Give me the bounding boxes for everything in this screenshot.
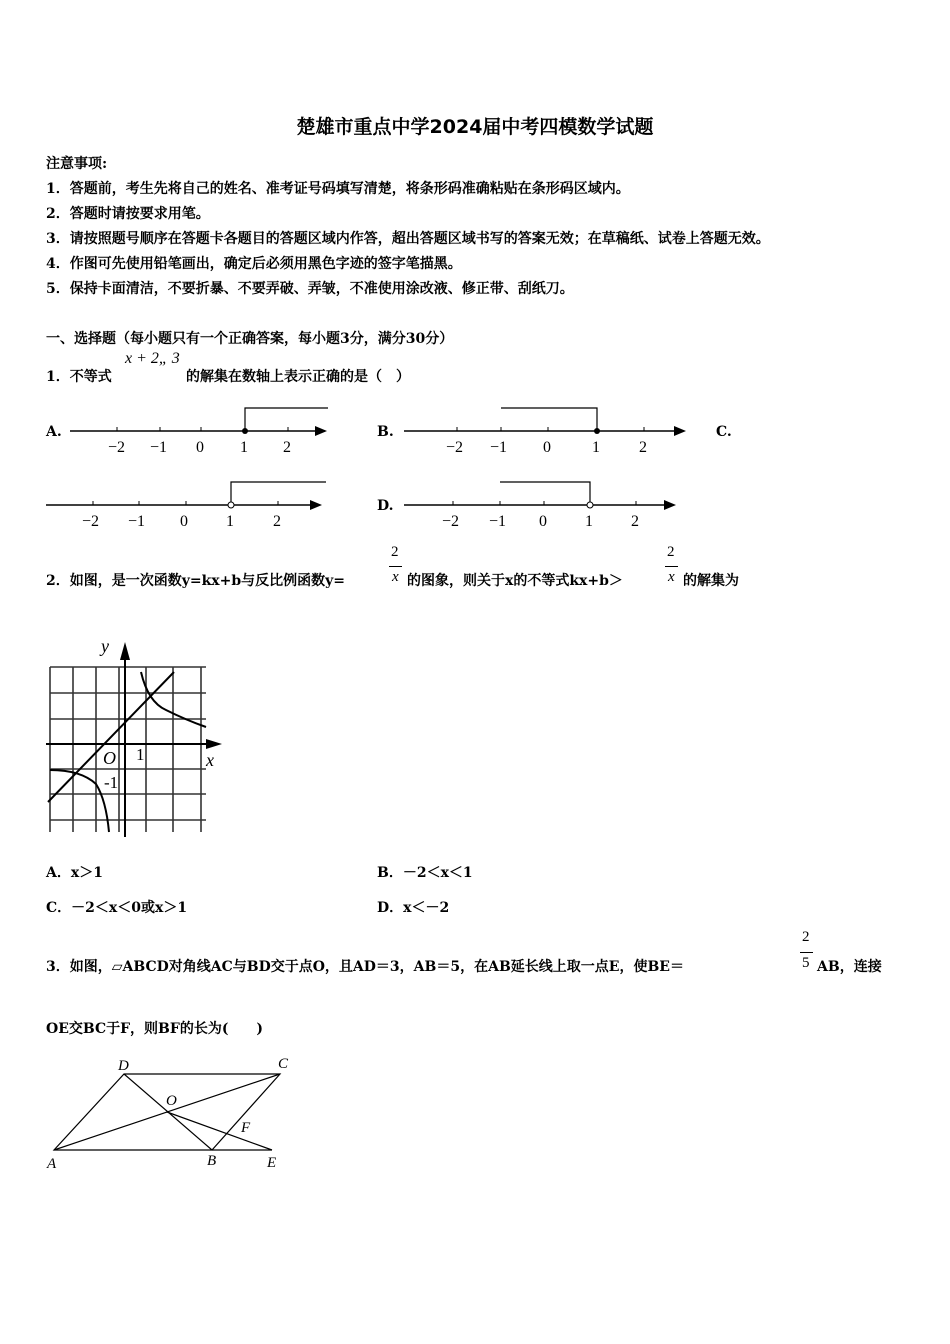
tick-label: 1	[592, 439, 600, 456]
q2-text-part1: 2．如图，是一次函数y=kx+b与反比例函数y=	[46, 573, 346, 589]
note-item: 5．保持卡面清洁，不要折暴、不要弄破、弄皱，不准使用涂改液、修正带、刮纸刀。	[46, 281, 574, 297]
q1-option-b-label[interactable]: B.	[377, 424, 394, 440]
tick-label: −2	[82, 513, 100, 530]
tick-label: 1	[585, 513, 593, 530]
q1-option-d-label[interactable]: D.	[377, 498, 394, 514]
point-d-label: D	[118, 1058, 129, 1074]
tick-label: −1	[489, 513, 507, 530]
tick-label: −2	[446, 439, 464, 456]
tick-label: −2	[108, 439, 126, 456]
q2-fraction-numerator: 2	[667, 544, 675, 560]
fraction-bar	[389, 566, 402, 567]
tick-neg-one-label: -1	[104, 773, 119, 792]
tick-label: 2	[639, 439, 647, 456]
fraction-bar	[800, 952, 813, 953]
tick-label: −1	[150, 439, 168, 456]
tick-label: 1	[240, 439, 248, 456]
q2-function-graph	[46, 632, 228, 840]
q2-option-a[interactable]: A．x＞1	[46, 865, 103, 881]
q3-parallelogram-figure	[44, 1050, 304, 1175]
q2-fraction-numerator: 2	[391, 544, 399, 560]
tick-label: 0	[180, 513, 188, 530]
q3-fraction-numerator: 2	[802, 929, 810, 945]
q3-text-line1-end: AB，连接	[817, 959, 882, 975]
tick-label: 0	[539, 513, 547, 530]
q1-option-a-label[interactable]: A.	[46, 424, 62, 440]
point-b-label: B	[207, 1153, 217, 1169]
y-axis-label: y	[101, 636, 109, 656]
point-c-label: C	[278, 1056, 289, 1072]
q1-option-c-label[interactable]: C.	[716, 424, 732, 440]
q2-fraction-denominator: x	[668, 569, 675, 585]
page-title: 楚雄市重点中学2024届中考四模数学试题	[296, 116, 654, 138]
q3-text-line2: OE交BC于F，则BF的长为( )	[46, 1021, 264, 1037]
point-f-label: F	[241, 1120, 251, 1136]
q2-option-d[interactable]: D．x＜－2	[377, 900, 450, 916]
q3-text-line1: 3．如图，▱ABCD对角线AC与BD交于点O，且AD＝3，AB＝5，在AB延长线上取一点E，使BE＝	[46, 959, 684, 975]
x-axis-label: x	[206, 750, 214, 770]
origin-label: O	[103, 748, 116, 768]
tick-label: −1	[128, 513, 146, 530]
point-o-label: O	[166, 1093, 177, 1109]
q1-prefix: 1．不等式	[46, 369, 112, 385]
q2-option-b[interactable]: B．－2＜x＜1	[377, 865, 473, 881]
section-heading: 一、选择题（每小题只有一个正确答案，每小题3分，满分30分）	[46, 331, 454, 347]
fraction-bar	[665, 566, 678, 567]
tick-label: 0	[543, 439, 551, 456]
q2-text-part2: 的图象，则关于x的不等式kx+b＞	[407, 573, 623, 589]
tick-label: −1	[490, 439, 508, 456]
q2-option-c[interactable]: C．－2＜x＜0或x＞1	[46, 900, 188, 916]
tick-label: 0	[196, 439, 204, 456]
q2-text-part3: 的解集为	[683, 573, 739, 589]
q1-formula: x + 2„ 3	[125, 350, 180, 367]
point-a-label: A	[47, 1156, 57, 1172]
notes-heading: 注意事项:	[46, 156, 108, 172]
note-item: 3．请按照题号顺序在答题卡各题目的答题区域内作答，超出答题区域书写的答案无效；在草稿纸、试卷上答题无效。	[46, 231, 770, 247]
q3-fraction-denominator: 5	[802, 955, 810, 971]
number-line-c	[46, 474, 336, 534]
point-e-label: E	[267, 1155, 277, 1171]
note-item: 2．答题时请按要求用笔。	[46, 206, 210, 222]
tick-label: 2	[283, 439, 291, 456]
number-line-b	[404, 400, 694, 460]
tick-one-label: 1	[136, 745, 145, 764]
tick-label: 2	[631, 513, 639, 530]
q1-suffix: 的解集在数轴上表示正确的是（ ）	[186, 369, 410, 385]
tick-label: 1	[226, 513, 234, 530]
q2-fraction-denominator: x	[392, 569, 399, 585]
note-item: 4．作图可先使用铅笔画出，确定后必须用黑色字迹的签字笔描黑。	[46, 256, 462, 272]
number-line-a	[70, 400, 340, 460]
tick-label: −2	[442, 513, 460, 530]
tick-label: 2	[273, 513, 281, 530]
note-item: 1．答题前，考生先将自己的姓名、准考证号码填写清楚，将条形码准确粘贴在条形码区域内。	[46, 181, 630, 197]
number-line-d	[404, 474, 694, 534]
